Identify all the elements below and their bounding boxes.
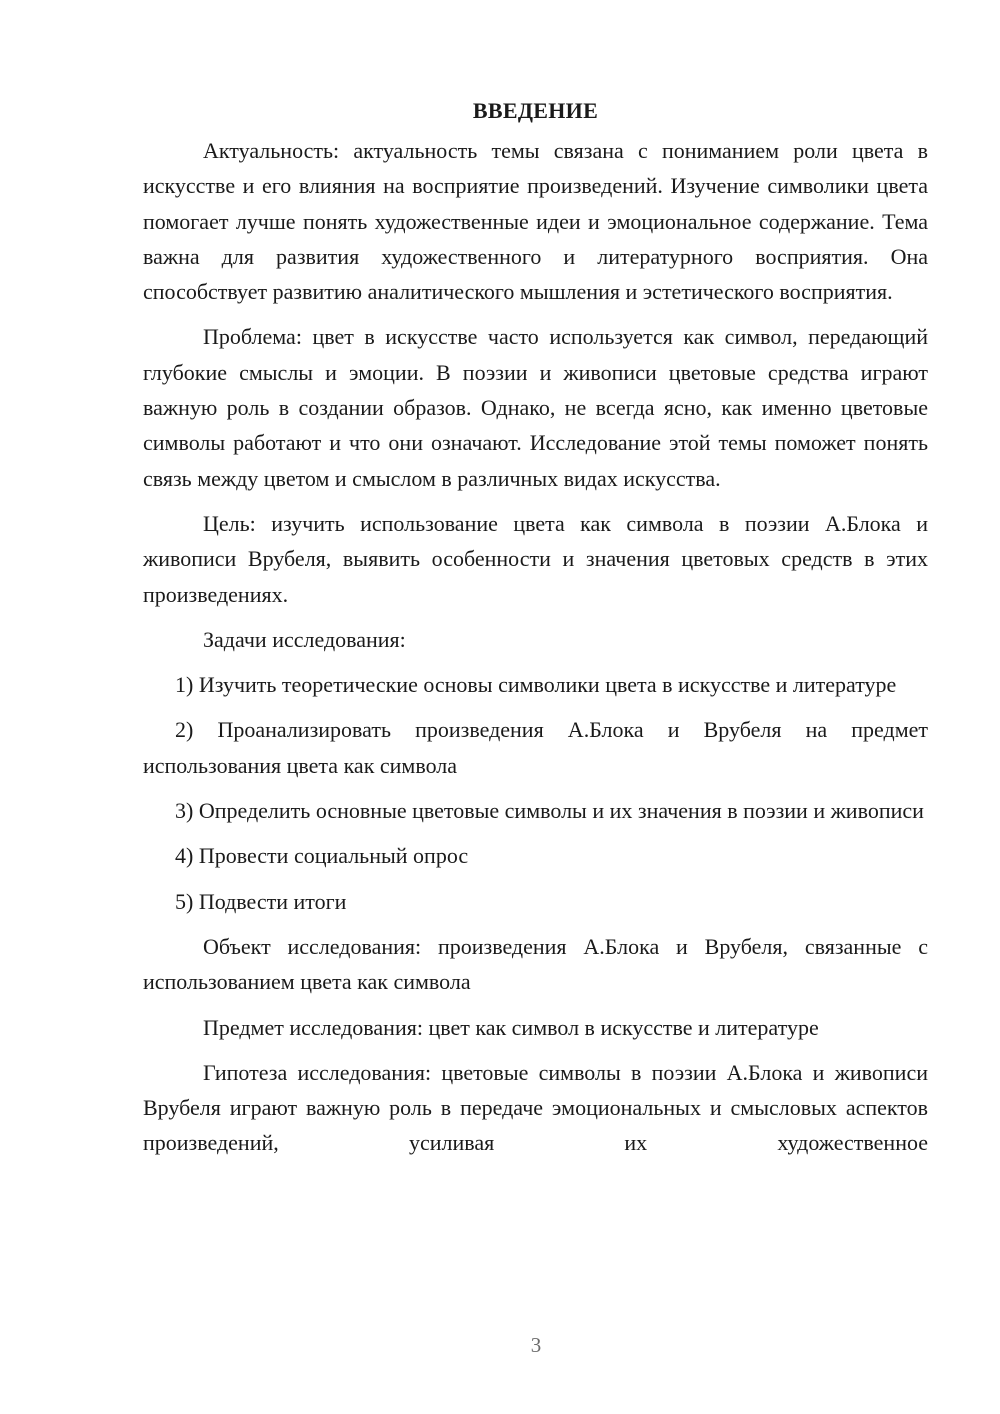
- document-page: [143, 95, 928, 1171]
- paragraph-problem: Проблема: цвет в искусстве часто используется как символ, передающий глубокие смыслы и эмоции. В поэзии и живописи цветовые средства играют важную роль в создании образов. Однако, не всегда ясно, как именно цветовые символы работают и что они означают. Исследование этой темы поможет понять связь между цветом и смыслом в различных видах искусства.: [143, 324, 928, 491]
- task-item-4: 4) Провести социальный опрос: [175, 843, 469, 869]
- task-item-3: 3) Определить основные цветовые символы и их значения в поэзии и живописи: [175, 798, 924, 824]
- paragraph-object: Объект исследования: произведения А.Блока и Врубеля, связанные с использованием цвета как символа: [143, 933, 928, 995]
- task-item-5: 5) Подвести итоги: [175, 888, 347, 914]
- paragraph-subject: Предмет исследования: цвет как символ в искусстве и литературе: [203, 1014, 819, 1040]
- section-heading: ВВЕДЕНИЕ: [472, 98, 599, 123]
- task-item-2: 2) Проанализировать произведения А.Блока и Врубеля на предмет использования цвета как символа: [143, 717, 928, 778]
- paragraph-goal: Цель: изучить использование цвета как символа в поэзии А.Блока и живописи Врубеля, выявить особенности и значения цветовых средств в этих произведениях.: [143, 510, 928, 607]
- paragraph-hypothesis: Гипотеза исследования: цветовые символы в поэзии А.Блока и живописи Врубеля играют важную роль в передаче эмоциональных и смысловых аспектов произведений, усиливая их художественное: [143, 1059, 928, 1156]
- task-item-1: 1) Изучить теоретические основы символики цвета в искусстве и литературе: [175, 672, 897, 698]
- page-number: 3: [530, 1333, 542, 1357]
- paragraph-tasks-heading: Задачи исследования:: [203, 626, 406, 652]
- paragraph-relevance: Актуальность: актуальность темы связана с пониманием роли цвета в искусстве и его влияния на восприятие произведений. Изучение символики цвета помогает лучше понять художественные идеи и эмоциональное содержание. Тема важна для развития художественного и литературного восприятия. Она способствует развитию аналитического мышления и эстетического восприятия.: [143, 138, 928, 305]
